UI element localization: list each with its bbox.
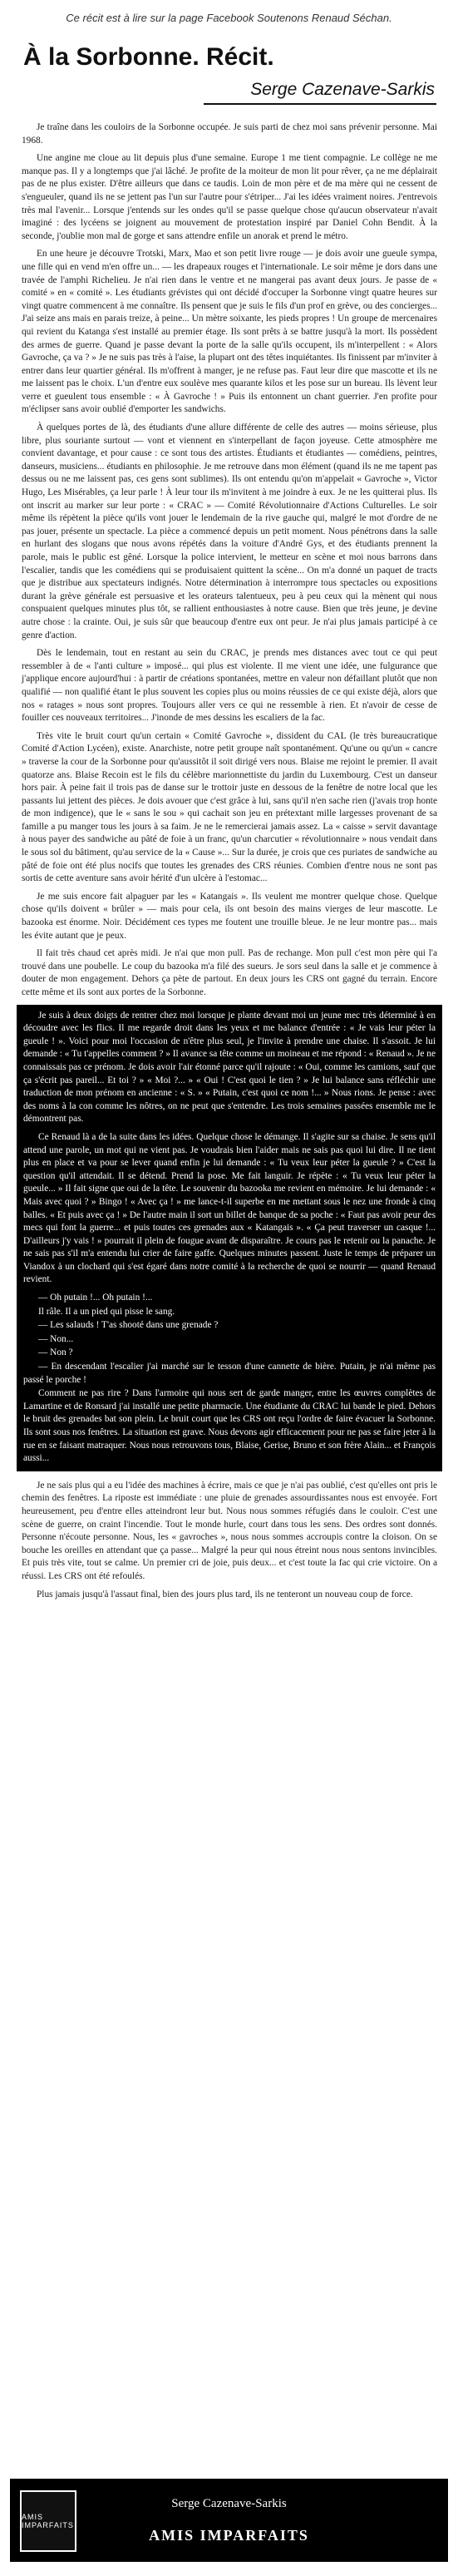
dialog-line: — Non... <box>38 1333 74 1344</box>
page-title: À la Sorbonne. Récit. <box>23 43 274 71</box>
paragraph: Plus jamais jusqu'à l'assaut final, bien des jours plus tard, ils ne tenteront un nouveau coup de force. <box>37 1589 413 1599</box>
book-banner <box>10 2479 448 2562</box>
book-cover-text: AMIS IMPARFAITS <box>22 2513 74 2529</box>
paragraph: Je me suis encore fait alpaguer par les « Katangais ». Ils veulent me montrer quelque chose. Quelque chose qu'ils doivent « brûler » — mais pour cela, ils ont besoin des mains vierges de leur mascotte. Le bazooka est énorme. Noir. Décidément ces types me foutent une trouille bleue. Je ne leur montre pas... mais les évite autant que je peux. <box>22 891 437 941</box>
paragraph: Je traîne dans les couloirs de la Sorbonne occupée. Je suis parti de chez moi sans prévenir personne. Mai 1968. <box>22 122 437 146</box>
ending <box>22 1480 437 1601</box>
paragraph: Je ne sais plus qui a eu l'idée des machines à écrire, mais ce que je n'ai pas oublié, c'est qu'elles ont pris le chemin des fenêtres. La riposte est immédiate : une pluie de grenades assourdissantes nous est envoyée. Fort heureusement, peu d'entre elles atteindront leur but. Nous nous sommes réfugiés dans le couloir. C'est une scène de guerre, on craint l'incendie. Tout le monde hurle, court dans tous les sens. Des ordres sont donnés. Personne n'écoute personne. Nous, les « gavroches », nous nous sommes accroupis contre la cloison. On se bouche les oreilles en attendant que ça passe... Malgré la peur qui nous étreint nous nous sentons invincibles. Et puis très vite, tout se calme. Un premier cri de joie, puis deux... et c'est toute la fac qui crie victoire. On a réussi. Les CRS ont été refoulés. <box>22 1480 437 1581</box>
dialog-line: Il râle. Il a un pied qui pisse le sang. <box>38 1306 175 1317</box>
title-divider <box>204 103 436 105</box>
paragraph: À quelques portes de là, des étudiants d'une allure différente de celle des autres — moins sérieuse, plus libre, plus souriante surtout — vont et viennent en s'interpellant de façon joyeuse. Cette atmosphère me convient davantage, et pour cause : ce sont tous des artistes. Étudiants et étudiantes — comédiens, peintres, danseurs, musiciens... étudiants en philosophie. Je me retrouve dans mon élément (quand ils ne me tapent pas dessus ou ne me laissent pas, ces gens sont sublimes). Ils ont entendu qu'on m'appelait « Gavroche », Victor Hugo, Les Misérables, ça leur parle ! À leur tour ils m'invitent à me joindre à eux. Je ne les quitterai plus. Ils ont inscrit au marker sur leur porte : « CRAC » — Comité Révolutionnaire d'Actions Culturelles. Le soir même ils répètent la pièce qu'ils vont jouer le lendemain de la rive gauche qui, malgré le mot d'ordre de ne pas jouer, présente un spectacle. La pièce a commencé depuis un petit moment. Nous pénétrons dans la salle en hurlant des slogans que nous avons répétés dans la voiture d'André Gys, et des étudiants prennent la parole, mais le public est gêné. Lorsque la police intervient, le metteur en scène et moi nous barrons dans l'escalier, tandis que les comédiens qui se produisaient quittent la scène... On m'a donné un paquet de tracts que je distribue aux spectateurs indignés. Notre détermination à interrompre tous spectacles ou expositions durant la grève générale est persuasive et les orateurs talentueux, peu à peu ceux qui la mènent qui nous conspuaient quelques minutes plus tôt, se rallient enthousiastes à notre cause. Bien que très jeune, je devine autre chose : la crainte. Oui, je suis sûr que beaucoup d'entre eux ont peur. Je n'ai plus jamais participé à ce genre d'action. <box>22 423 437 640</box>
paragraph: Une angine me cloue au lit depuis plus d'une semaine. Europe 1 me tient compagnie. Le collège ne me manque pas. Il y a longtemps que j'ai lâché. Je profite de la moiteur de mon lit pour rêver, ça ne me déplairait pas de ne plus exister. D'être ailleurs que dans ce taudis. Loin de mon père et de ma mère qui ne cessent de s'engueuler, quand ils ne se jettent pas l'un sur l'autre pour s'étriper... J'ai les idées vraiment noires. J'entrevois très mal l'avenir... Lorsque j'entends sur les ondes qu'il se passe quelque chose qu'aucun observateur n'avait imaginé : des lycéens se joignent au mouvement de protestation inspiré par Daniel Cohn Bendit. À la seconde, j'oublie mon mal de gorge et sans attendre enfile un anorak et prend le métro. <box>22 153 437 241</box>
author-name: Serge Cazenave-Sarkis <box>250 80 435 99</box>
highlight-block <box>17 1005 442 1471</box>
dialog-line: — Oh putain !... Oh putain !... <box>38 1293 153 1303</box>
dialog-line: — En descendant l'escalier j'ai marché sur le tesson d'une cannette de bière. Putain, je n'ai même pas passé le porche ! <box>23 1362 436 1385</box>
dialog-line: — Les salauds ! T'as shooté dans une grenade ? <box>38 1320 219 1331</box>
paragraph: Ce Renaud là a de la suite dans les idées. Quelque chose le démange. Il s'agite sur sa chaise. Je sens qu'il attend une parole, un mot qui ne vient pas. Je voudrais bien l'aider mais ne sais pas quoi lui dire. Il ne tient plus en place et va pour se lever quand enfin je lui demande : « Tu veux leur péter la gueule ? » C'est la question qu'il attendait. Il se détend. Prend la pose. Me fait languir. Je répète : « Tu veux leur péter la gueule... » Il fait signe que oui de la tête. Le souvenir du bazooka me revient en mémoire. Je lui demande : « Mais avec quoi ? » Bingo ! « Avec ça ! » me lance-t-il superbe en me mettant sous le nez une fronde à cinq balles. « Et puis avec ça ! » De l'autre main il sort un billet de banque de sa poche : « Faut pas avoir peur des mecs qui font la guerre... et puis toutes ces grenades aux « Katangais ». « Ça peut traverser un casque !... D'ailleurs j'y vais ! » pourrait il plein de fougue avant de disparaître. Je cours pas le retenir ou la panache. Je ne sais pas s'il m'a entendu lui crier de faire gaffe. Quelques minutes passent. Juste le temps de préparer un Viandox à un clochard qui s'est égaré dans notre comité à la recherche de quoi se nourrir — quand Renaud revient. <box>23 1131 436 1285</box>
paragraph: Il fait très chaud cet après midi. Je n'ai que mon pull. Pas de rechange. Mon pull c'est mon père qui l'a trouvé dans une poubelle. Le coup du bazooka m'a filé des sueurs. Je sors seul dans la salle et je commence à douter de mon engagement. Dehors ça pète de partout. En deux jours les CRS ont gagné du terrain. Encore cette même et ils sont aux portes de la Sorbonne. <box>22 948 437 997</box>
paragraph: Dès le lendemain, tout en restant au sein du CRAC, je prends mes distances avec tout ce qui peut ressembler à de « l'anti culture » imposé... qui plus est violente. Il me vient une idée, une fulgurance que j'applique encore aujourd'hui : à partir de créations spontanées, mettre en valeur non défaillant plutôt que non qualifié — non qualifié étant le plus souvent les copies plus ou moins réussies de ce qui existe déjà, alors que nos « ratages » nous sont propres. Toujours aller vers ce qui ne ressemble à rien. Et n'avoir de cesse de fouiller ces nouveaux territoires... J'inonde de mes dessins les escaliers de la fac. <box>22 648 437 724</box>
paragraph: Je suis à deux doigts de rentrer chez moi lorsque je plante devant moi un jeune mec très déterminé à en découdre avec les flics. Il me regarde droit dans les yeux et me balance d'entrée : « Je vais leur péter la gueule ! ». Voici pour moi l'occasion de n'être plus seul, je l'invite à prendre une chaise. Il s'assoit. Je lui demande : « Tu t'appelles comment ? » Il avance sa tête comme un moineau et me répond : « Renaud ». Je ne connaissais pas ce prénom. Je dois avoir l'air étonné parce qu'il rajoute : « Oui, comme les camions, sauf que ça s'écrit pas pareil... Et toi ? » « Moi ?... » « Oui ! C'est quoi le tien ? » Je lui balance sans réfléchir une traduction de mon prénom en ancienne : « S. » « Putain, c'est quoi ce nom !... » Nous rions. Je pense : avec des noms à la con comme les nôtres, on ne peut que s'entendre. Les trois semaines passées ensemble me le démontrent pas. <box>23 1010 436 1125</box>
paragraph: Très vite le bruit court qu'un certain « Comité Gavroche », dissident du CAL (le très bureaucratique Comité d'Action Lycéen), existe. Anarchiste, notre petit groupe naît spontanément. Qu'une ou qu'un « cancre » traverse la cour de la Sorbonne pour qu'aussitôt il soit dirigé vers nous. Blaise me rejoint le premier. Il avait quatorze ans. Blaise Recoin est le fils du célèbre marionnettiste du jardin du Luxembourg. C'est un danseur hors pair. À peine fait il trois pas de danse sur le trottoir juste en dessous de la fenêtre de notre local que les passants lui jettent des pièces. Je dois avouer que c'est grâce à lui, sans qu'il n'en sache rien (j'avais trop honte de mon indigence), que le « sans le sou » qui cachait son jeu en prétextant mille largesses provenant de sa famille a pu manger tous les jours à sa faim. Je ne le remercierai jamais assez. La « caisse » servit davantage à nous payer des sandwiche au pâté de foie à un franc, qu'un charcutier « révolutionnaire » nous vendait dans le sous sol du bâtiment, qu'au service de la « Cause »... Sur la durée, je crois que ces puriates de sandwiche au pâté de foie ont été plus nocifs que toutes les grenades des CRS réunies. Combien d'entre nous ne sont pas sortis de cette aventure sans avoir hérité d'un ulcère à l'estomac... <box>22 730 437 884</box>
facebook-note: Ce récit est à lire sur la page Facebook Soutenons Renaud Séchan. <box>66 12 392 24</box>
story-text <box>22 121 437 1606</box>
banner-author: Serge Cazenave-Sarkis <box>171 2497 287 2510</box>
dialog-line: — Non ? <box>38 1347 73 1358</box>
paragraph: En une heure je découvre Trotski, Marx, Mao et son petit livre rouge — je dois avoir une gueule sympa, une fille qui en vend m'en offre un... — les drapeaux rouges et l'internationale. Le soir même je dors dans une travée de l'amphi Richelieu. Je n'ai rien dans le ventre et ne mangerai pas avant deux jours. Je passe de « comité » en « comité ». Les étudiants grévistes qui ont décidé d'occuper la Sorbonne vingt quatre heures sur vingt quatre commencent à me connaître. Ils pensent que je suis le fils d'un prof en grève, ou des concierges... J'ai seize ans mais en parais treize, à peine... Un mètre soixante, les pieds propres ! Un groupe de mercenaires qui revient du Katanga s'est installé au premier étage. Ils sont prêts à se battre jusqu'à la mort. Ils possèdent des armes de guerre. Quand je passe devant la porte de la salle qu'ils occupent, ils m'interpellent : « Alors Gavroche, ça va ? » Je ne suis pas très à l'aise, la plupart ont des têtes inquiétantes. Ils finissent par m'inviter à entrer dans leur quartier général. Ils m'offrent à manger, je ne refuse pas. Faut leur dire que mascotte et ils ne me laissent pas le choix. L'un d'entre eux soulève mes quarante kilos et les pose sur un bureau. Ils lèvent leur verre et gueulent tous ensemble : « À Gavroche ! » Puis ils entonnent un chant guerrier. J'en profite pour m'éclipser sans avoir oublié d'emporter les sandwichs. <box>22 249 437 415</box>
dialog <box>23 1292 436 1466</box>
banner-book-title: AMIS IMPARFAITS <box>149 2527 309 2544</box>
dialog-line: Comment ne pas rire ? Dans l'armoire qui nous sert de garde manger, entre les œuvres complètes de Lamartine et de Ronsard j'ai installé une petite pharmacie. Une étudiante du CRAC lui bande le pied. Dehors le bruit des grenades bat son plein. Le bruit court que les CRS ont reçu l'ordre de faire évacuer la Sorbonne. Ils sont sous nos fenêtres. La situation est grave. Nous devons agir efficacement pour ne pas se faire jeter à la rue en se faisant matraquer. Nous nous retrouvons tous, Blaise, Gerise, Bruno et son frère Alain... et François aussi... <box>23 1388 436 1464</box>
